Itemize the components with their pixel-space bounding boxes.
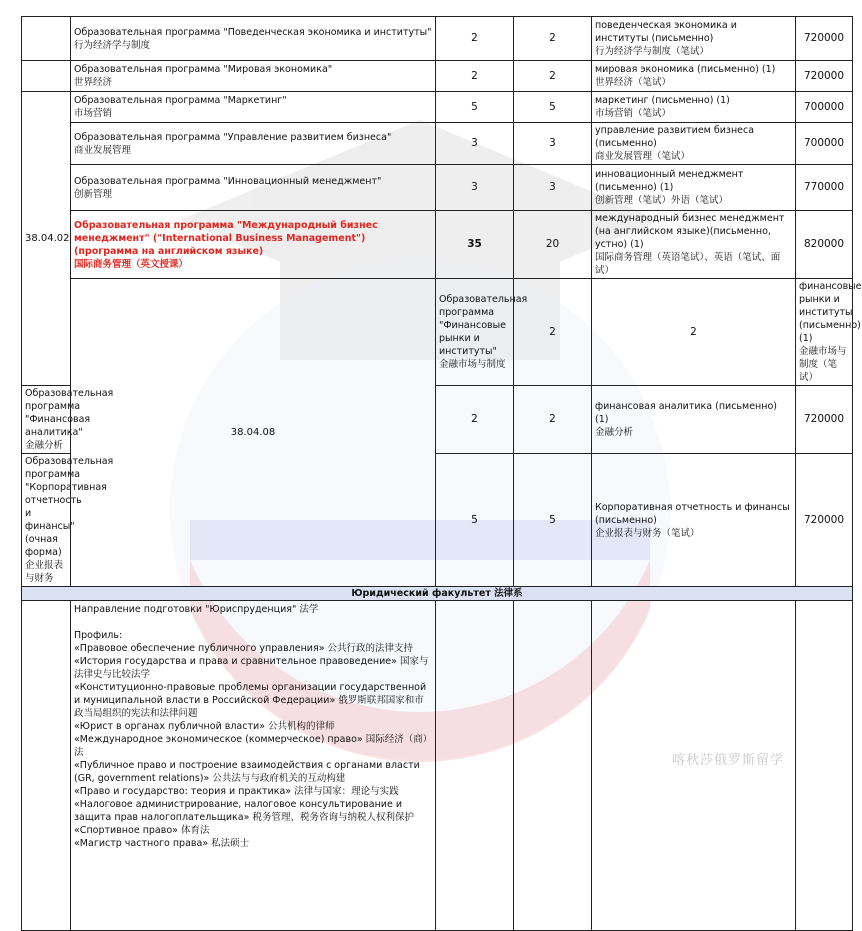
program-name-ru: Образовательная программа "Международный бизнес менеджмент" ("International Business Management") (программа на английском языке) [74,219,378,257]
places-contract [514,601,592,931]
law-profile-item: «Спортивное право» 体育法 [74,825,210,836]
law-profile-label: Профиль: [74,630,123,641]
law-profile-item: «История государства и права и сравнительное правоведение» 国家与法律史与比较法学 [74,656,429,680]
program-name-cell [71,165,436,211]
table-row [22,92,853,123]
exam-zh: 金融市场与制度（笔试） [799,346,847,383]
program-name-cell [436,279,528,386]
program-name-zh: 世界经济 [74,77,113,88]
program-name-zh: 商业发展管理 [74,144,132,156]
table-row [22,123,853,165]
program-name-zh: 企业报表与财务 [25,560,64,584]
law-profile-item: «Правовое обеспечение публичного управления» 公共行政的法律支持 [74,643,414,654]
program-name-cell [71,123,436,165]
program-name-ru: Образовательная программа "Управление развитием бизнеса" [74,131,392,143]
program-name-zh: 金融市场与制度 [439,359,506,370]
places-budget: 2 [436,17,514,61]
section-title: Юридический факультет 法律系 [22,587,853,601]
code-cell [22,61,71,92]
places-contract: 5 [514,92,592,123]
places-contract: 2 [514,61,592,92]
tuition-fee [796,601,853,931]
code-cell [22,601,71,931]
program-name-cell [71,211,436,279]
exam-zh: 市场营销（笔试） [595,108,672,119]
entrance-exam-cell [592,454,796,587]
program-name-ru: Образовательная программа "Инновационный менеджмент" [74,175,382,187]
exam-zh: 国际商务管理（英语笔试）、英语（笔试、面试） [595,252,781,276]
table-row [22,211,853,279]
exam-zh: 商业发展管理（笔试） [595,151,691,162]
program-name-cell [71,61,436,92]
program-name-cell [71,92,436,123]
law-profile-item: «Публичное право и построение взаимодействия с органами власти (GR, government relations)» 公共法与与政府机关的互动构建 [74,760,420,784]
program-name-cell [71,17,436,61]
program-name-ru: Образовательная программа "Финансовые рынки и институты" [439,294,528,357]
places-contract: 2 [592,279,796,386]
program-name-cell [22,454,114,587]
program-name-ru: Образовательная программа "Мировая экономика" [74,64,333,75]
law-profile-item: «Налоговое администрирование, налоговое консультирование и защита прав налогоплательщика» 税务管理、税务咨询与纳税人权利保护 [74,799,414,823]
places-budget: 2 [436,386,514,454]
places-budget: 3 [436,123,514,165]
program-name-ru: Образовательная программа "Поведенческая экономика и институты" [74,26,432,38]
entrance-exam-cell [592,92,796,123]
table-row [22,279,853,386]
table-row [22,17,853,61]
exam-zh: 金融分析 [595,427,634,438]
places-contract: 2 [514,386,592,454]
law-program-cell [71,601,436,931]
program-code: 38.04.08 [71,279,436,587]
exam-ru: мировая экономика (письменно) (1) [595,64,776,75]
tuition-fee: 720000 [796,386,853,454]
places-contract: 3 [514,123,592,165]
program-code: 38.04.02 [22,92,71,386]
exam-zh: 世界经济（笔试） [595,77,672,88]
program-name-cell [22,386,114,454]
law-profile-item: «Юрист в органах публичной власти» 公共机构的律师 [74,721,335,732]
tuition-fee: 720000 [796,454,853,587]
exam-zh: 企业报表与财务（笔试） [595,527,700,539]
brand-watermark-text: 喀秋莎俄罗斯留学 [671,753,784,768]
tuition-fee: 700000 [796,92,853,123]
section-row [22,587,853,601]
table-row [22,165,853,211]
entrance-exam-cell [592,123,796,165]
tuition-fee: 770000 [796,165,853,211]
law-profile-item: «Право и государство: теория и практика» 法律与国家：理论与实践 [74,786,399,797]
places-budget: 2 [514,279,592,386]
places-contract: 2 [514,17,592,61]
table-row [22,61,853,92]
program-name-ru: Образовательная программа "Маркетинг" [74,95,287,106]
places-contract: 5 [514,454,592,587]
exam-zh: 创新管理（笔试）外语（笔试） [595,195,729,206]
exam-ru: управление развитием бизнеса (письменно) [595,125,755,149]
law-direction: Направление подготовки "Юриспруденция" 法学 [74,604,319,615]
program-name-ru: Образовательная программа "Финансовая аналитика" [25,388,114,438]
exam-zh: 行为经济学与制度（笔试） [595,46,710,57]
program-name-zh: 市场营销 [74,108,113,119]
tuition-fee: 720000 [796,17,853,61]
places-contract: 20 [514,211,592,279]
entrance-exam-cell [592,211,796,279]
entrance-exam-cell [796,279,862,386]
program-name-zh: 国际商务管理（英文授课） [74,258,189,270]
exam-ru: инновационный менеджмент (письменно) (1) [595,169,744,193]
exam-ru: маркетинг (письменно) (1) [595,95,730,106]
exam-ru: финансовые рынки и институты (письменно) (1) [799,281,862,344]
program-name-zh: 创新管理 [74,188,113,200]
tuition-fee: 700000 [796,123,853,165]
places-contract: 3 [514,165,592,211]
program-name-zh: 行为经济学与制度 [74,39,151,51]
tuition-fee: 820000 [796,211,853,279]
programs-table [21,16,862,931]
entrance-exam-cell [592,61,796,92]
entrance-exam-cell [592,386,796,454]
places-budget [436,601,514,931]
places-budget: 2 [436,61,514,92]
program-name-ru: Образовательная программа "Корпоративная отчетность и финансы" (очная форма) [25,456,114,558]
entrance-exam-cell [592,17,796,61]
exam-ru: финансовая аналитика (письменно) (1) [595,401,777,425]
law-profile-item: «Конституционно-правовые проблемы организации государственной и муниципальной власти в Российской Федерации» 俄罗斯联邦国家和市政当局组织的宪法和法律问题 [74,682,427,719]
law-profile-item: «Магистр частного права» 私法硕士 [74,838,250,849]
exam-ru: поведенческая экономика и институты (письменно) [595,20,737,44]
exam-ru: международный бизнес менеджмент (на английском языке)(письменно, устно) (1) [595,213,785,250]
exam-ru: Корпоративная отчетность и финансы (письменно) [595,501,790,526]
places-budget: 5 [436,92,514,123]
code-cell [22,17,71,61]
places-budget: 5 [436,454,514,587]
tuition-fee: 720000 [796,61,853,92]
places-budget: 3 [436,165,514,211]
law-profile-item: «Международное экономическое (коммерческое) право» 国际经济（商）法 [74,734,428,758]
entrance-exam-cell [592,165,796,211]
places-budget: 35 [436,211,514,279]
program-name-zh: 金融分析 [25,440,64,451]
